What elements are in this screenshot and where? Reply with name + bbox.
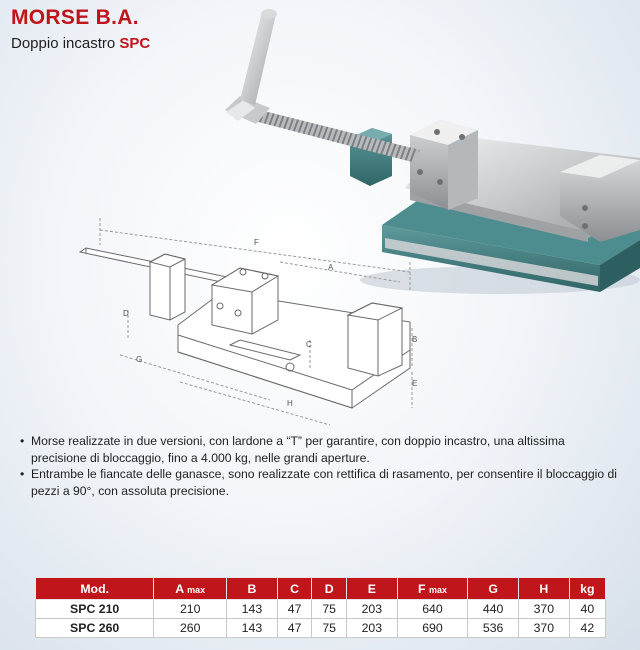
cell-model: SPC 210 (36, 600, 154, 619)
cell-a: 210 (154, 600, 227, 619)
vise-line-drawing (80, 218, 412, 425)
col-header-f-label: F (418, 581, 426, 596)
dim-label-e: E (412, 379, 418, 388)
col-header-e: E (346, 578, 397, 600)
col-header-b: B (227, 578, 278, 600)
col-header-kg: kg (569, 578, 605, 600)
cell-f: 690 (397, 619, 468, 638)
cell-b: 143 (227, 619, 278, 638)
cell-c: 47 (277, 619, 312, 638)
cell-e: 203 (346, 600, 397, 619)
col-header-c: C (277, 578, 312, 600)
specs-table (35, 577, 606, 638)
dim-label-g: G (136, 355, 143, 364)
dim-label-d: D (123, 309, 129, 318)
table-row (36, 600, 606, 619)
dim-label-b: B (412, 335, 418, 344)
cell-kg: 40 (569, 600, 605, 619)
cell-model: SPC 260 (36, 619, 154, 638)
col-header-f (397, 578, 468, 600)
cell-g: 536 (468, 619, 519, 638)
cell-f: 640 (397, 600, 468, 619)
col-header-a-label: A (175, 581, 184, 596)
col-header-g: G (468, 578, 519, 600)
dim-label-c: C (306, 340, 312, 349)
cell-d: 75 (312, 619, 347, 638)
dim-label-h: H (287, 399, 293, 408)
dim-label-a: A (328, 263, 334, 272)
cell-g: 440 (468, 600, 519, 619)
page-title: MORSE B.A. (11, 6, 139, 29)
vise-photo (225, 9, 640, 294)
col-header-a-suffix: max (187, 584, 206, 595)
col-header-f-suffix: max (428, 584, 447, 595)
feature-list (22, 433, 622, 499)
feature-item: • Morse realizzate in due versioni, con lardone a “T” per garantire, con doppio incastro, una altissima precisione di bloccaggio, fino a 4.000 kg, nelle grandi aperture. (22, 433, 622, 466)
table-row (36, 619, 606, 638)
col-header-d: D (312, 578, 347, 600)
dim-label-f: F (254, 238, 259, 247)
cell-a: 260 (154, 619, 227, 638)
col-header-mod: Mod. (36, 578, 154, 600)
cell-kg: 42 (569, 619, 605, 638)
cell-e: 203 (346, 619, 397, 638)
cell-h: 370 (518, 619, 569, 638)
col-header-h: H (518, 578, 569, 600)
subtitle-text: Doppio incastro (11, 35, 120, 52)
cell-c: 47 (277, 600, 312, 619)
feature-item: • Entrambe le fiancate delle ganasce, sono realizzate con rettifica di rasamento, per consentire il bloccaggio di pezzi a 90°, con assoluta precisione. (22, 466, 622, 499)
cell-d: 75 (312, 600, 347, 619)
cell-h: 370 (518, 600, 569, 619)
cell-b: 143 (227, 600, 278, 619)
col-header-a (154, 578, 227, 600)
table-header-row (36, 578, 606, 600)
subtitle-accent: SPC (119, 35, 151, 52)
